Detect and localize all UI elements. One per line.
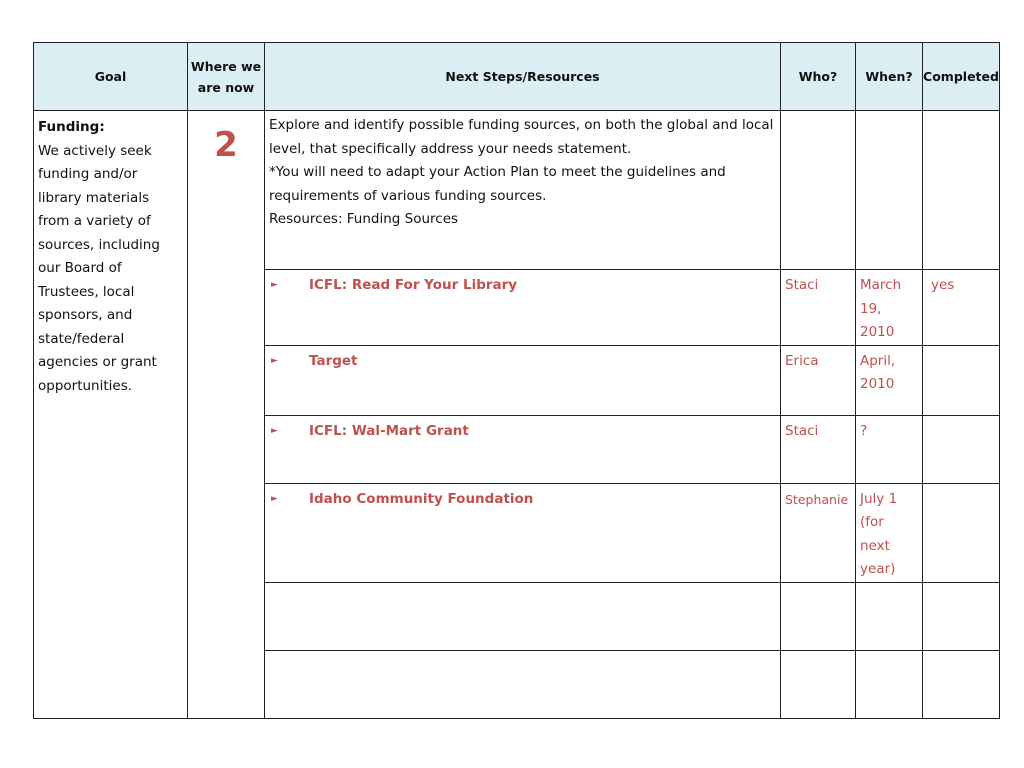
triangle-right-icon: ► <box>271 280 278 290</box>
when-cell: July 1 (for next year) <box>856 483 923 582</box>
triangle-right-icon: ► <box>271 425 278 436</box>
resource-link[interactable]: ICFL: Read For Your Library <box>309 277 518 293</box>
empty-cell <box>856 582 923 650</box>
completed-cell <box>923 483 1000 582</box>
when-cell: March 19, 2010 <box>856 270 923 346</box>
resource-cell <box>265 483 781 582</box>
header-completed: Completed <box>923 43 1000 111</box>
header-where-line2: are now <box>197 79 255 95</box>
triangle-right-icon: ► <box>271 493 278 504</box>
who-cell: Staci <box>781 270 856 346</box>
intro-cell <box>265 111 781 270</box>
intro-row <box>34 111 1000 270</box>
header-row <box>34 43 1000 111</box>
empty-cell <box>923 650 1000 718</box>
goal-cell <box>34 111 188 719</box>
header-who: Who? <box>781 43 856 111</box>
who-cell: Erica <box>781 345 856 415</box>
header-where-line1: Where we <box>190 58 262 74</box>
resource-cell <box>265 270 781 346</box>
completed-cell: yes <box>923 270 1000 346</box>
empty-cell <box>856 650 923 718</box>
completed-cell <box>923 345 1000 415</box>
intro-who <box>781 111 856 270</box>
empty-cell <box>265 582 781 650</box>
triangle-right-icon: ► <box>271 355 278 366</box>
goal-title: Funding: <box>38 119 105 135</box>
when-cell: ? <box>856 415 923 483</box>
header-when: When? <box>856 43 923 111</box>
intro-when <box>856 111 923 270</box>
empty-cell <box>265 650 781 718</box>
when-cell: April, 2010 <box>856 345 923 415</box>
action-plan-table <box>33 42 1000 719</box>
intro-line2: *You will need to adapt your Action Plan to meet the guidelines and requirements of various funding sources. <box>269 164 726 204</box>
intro-line1: Explore and identify possible funding sources, on both the global and local level, that specifically address your needs statement. <box>269 117 774 157</box>
header-goal: Goal <box>34 43 188 111</box>
empty-cell <box>781 650 856 718</box>
resource-cell <box>265 345 781 415</box>
goal-description: We actively seek funding and/or library materials from a variety of sources, including our Board of Trustees, local sponsors, and state/federal agencies or grant opportunities. <box>38 142 160 394</box>
empty-cell <box>781 582 856 650</box>
completed-cell <box>923 415 1000 483</box>
empty-cell <box>923 582 1000 650</box>
resource-link[interactable]: ICFL: Wal-Mart Grant <box>309 422 469 439</box>
who-cell: Stephanie <box>781 483 856 582</box>
resource-link[interactable]: Target <box>309 352 358 369</box>
resource-link[interactable]: Idaho Community Foundation <box>309 490 534 507</box>
header-next-steps: Next Steps/Resources <box>265 43 781 111</box>
intro-completed <box>923 111 1000 270</box>
status-number: 2 <box>214 125 238 165</box>
resource-cell <box>265 415 781 483</box>
header-where-we-are-now <box>188 43 265 111</box>
who-cell: Staci <box>781 415 856 483</box>
intro-resources[interactable]: Resources: Funding Sources <box>269 211 459 227</box>
status-cell <box>188 111 265 719</box>
